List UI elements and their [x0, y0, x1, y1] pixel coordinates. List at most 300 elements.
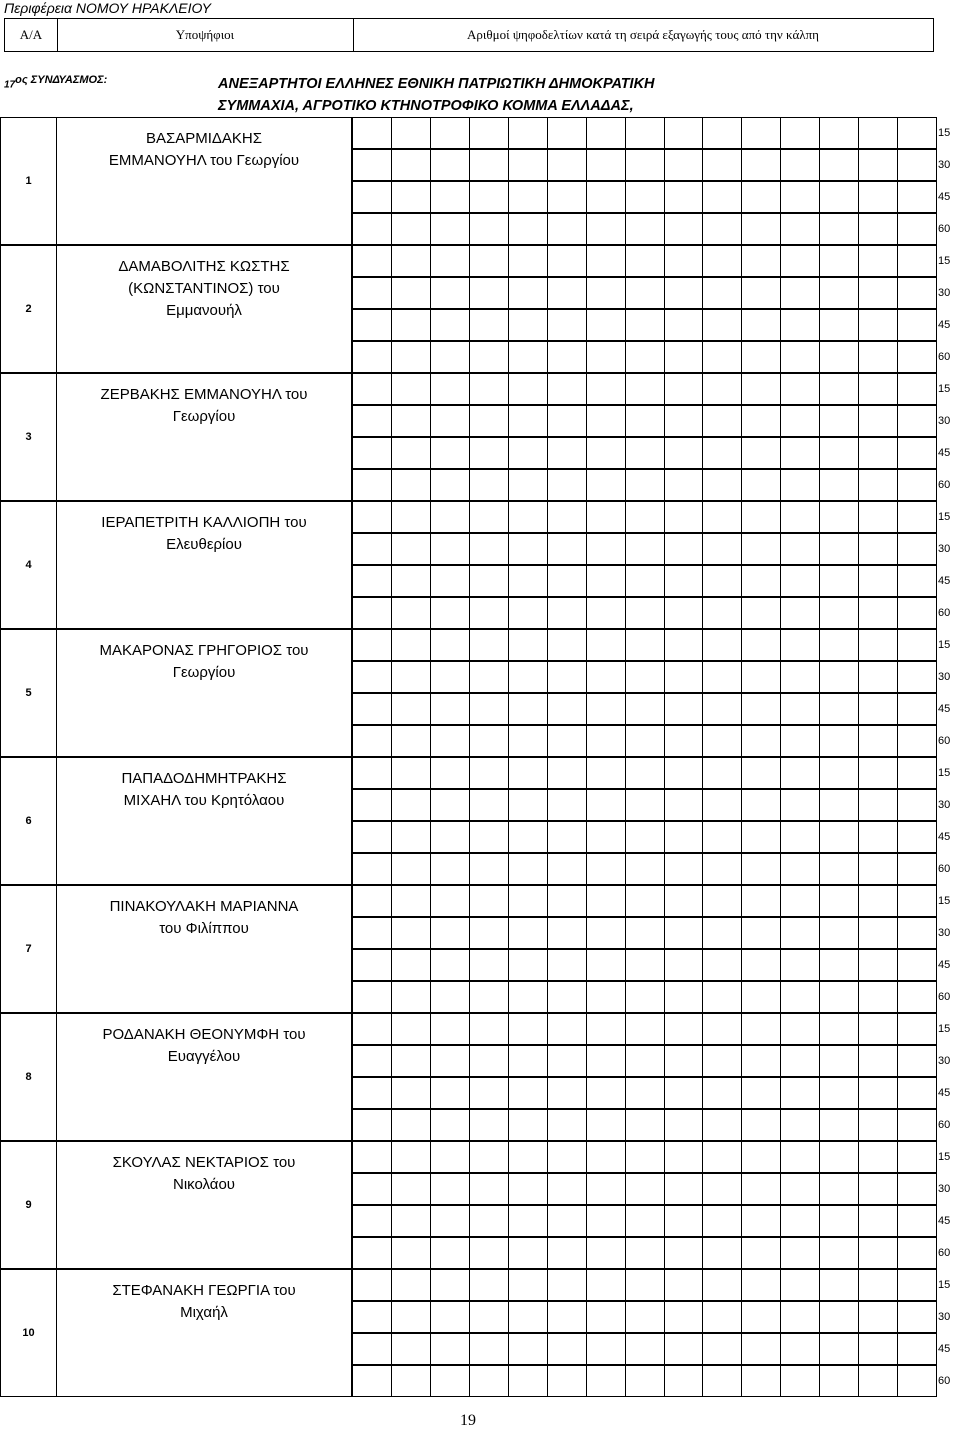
ballot-cell[interactable]: [508, 501, 548, 533]
ballot-cell[interactable]: [469, 533, 509, 565]
ballot-cell[interactable]: [897, 437, 937, 469]
ballot-cell[interactable]: [430, 149, 470, 181]
ballot-cell[interactable]: [741, 1045, 781, 1077]
ballot-cell[interactable]: [352, 213, 392, 245]
ballot-cell[interactable]: [547, 693, 587, 725]
ballot-cell[interactable]: [469, 437, 509, 469]
ballot-cell[interactable]: [352, 373, 392, 405]
ballot-cell[interactable]: [897, 597, 937, 629]
ballot-cell[interactable]: [469, 1109, 509, 1141]
ballot-cell[interactable]: [547, 1077, 587, 1109]
ballot-cell[interactable]: [819, 405, 859, 437]
ballot-cell[interactable]: [664, 1077, 704, 1109]
ballot-cell[interactable]: [352, 1365, 392, 1397]
ballot-cell[interactable]: [858, 341, 898, 373]
ballot-cell[interactable]: [625, 757, 665, 789]
ballot-cell[interactable]: [547, 629, 587, 661]
ballot-cell[interactable]: [819, 213, 859, 245]
ballot-cell[interactable]: [469, 1237, 509, 1269]
ballot-cell[interactable]: [897, 1205, 937, 1237]
ballot-cell[interactable]: [430, 277, 470, 309]
ballot-cell[interactable]: [430, 501, 470, 533]
ballot-cell[interactable]: [897, 469, 937, 501]
ballot-cell[interactable]: [430, 1237, 470, 1269]
ballot-cell[interactable]: [391, 437, 431, 469]
ballot-cell[interactable]: [391, 341, 431, 373]
ballot-cell[interactable]: [702, 1109, 742, 1141]
ballot-cell[interactable]: [819, 1045, 859, 1077]
ballot-cell[interactable]: [586, 1013, 626, 1045]
ballot-cell[interactable]: [586, 1333, 626, 1365]
ballot-cell[interactable]: [897, 213, 937, 245]
ballot-cell[interactable]: [625, 1301, 665, 1333]
ballot-cell[interactable]: [780, 1301, 820, 1333]
ballot-cell[interactable]: [586, 981, 626, 1013]
ballot-cell[interactable]: [430, 661, 470, 693]
ballot-cell[interactable]: [858, 949, 898, 981]
ballot-cell[interactable]: [897, 757, 937, 789]
ballot-cell[interactable]: [508, 693, 548, 725]
ballot-cell[interactable]: [664, 885, 704, 917]
ballot-cell[interactable]: [391, 1013, 431, 1045]
ballot-cell[interactable]: [430, 1333, 470, 1365]
ballot-cell[interactable]: [819, 949, 859, 981]
ballot-cell[interactable]: [586, 661, 626, 693]
ballot-cell[interactable]: [741, 117, 781, 149]
ballot-cell[interactable]: [508, 1365, 548, 1397]
ballot-cell[interactable]: [430, 437, 470, 469]
ballot-cell[interactable]: [352, 309, 392, 341]
ballot-cell[interactable]: [547, 757, 587, 789]
ballot-cell[interactable]: [625, 1237, 665, 1269]
ballot-cell[interactable]: [819, 565, 859, 597]
ballot-cell[interactable]: [625, 725, 665, 757]
ballot-cell[interactable]: [469, 597, 509, 629]
ballot-cell[interactable]: [819, 469, 859, 501]
ballot-cell[interactable]: [702, 277, 742, 309]
ballot-cell[interactable]: [664, 1109, 704, 1141]
ballot-cell[interactable]: [897, 1045, 937, 1077]
ballot-cell[interactable]: [819, 789, 859, 821]
ballot-cell[interactable]: [430, 245, 470, 277]
ballot-cell[interactable]: [586, 1077, 626, 1109]
ballot-cell[interactable]: [780, 1205, 820, 1237]
ballot-cell[interactable]: [664, 117, 704, 149]
ballot-cell[interactable]: [664, 693, 704, 725]
ballot-cell[interactable]: [702, 949, 742, 981]
ballot-cell[interactable]: [741, 565, 781, 597]
ballot-cell[interactable]: [702, 1045, 742, 1077]
ballot-cell[interactable]: [625, 117, 665, 149]
ballot-cell[interactable]: [741, 1109, 781, 1141]
ballot-cell[interactable]: [664, 661, 704, 693]
ballot-cell[interactable]: [547, 853, 587, 885]
ballot-cell[interactable]: [858, 1333, 898, 1365]
ballot-cell[interactable]: [586, 501, 626, 533]
ballot-cell[interactable]: [352, 1205, 392, 1237]
ballot-cell[interactable]: [819, 437, 859, 469]
ballot-cell[interactable]: [469, 725, 509, 757]
ballot-cell[interactable]: [508, 757, 548, 789]
ballot-cell[interactable]: [780, 277, 820, 309]
ballot-cell[interactable]: [391, 245, 431, 277]
ballot-cell[interactable]: [352, 597, 392, 629]
ballot-cell[interactable]: [352, 1301, 392, 1333]
ballot-cell[interactable]: [897, 533, 937, 565]
ballot-cell[interactable]: [625, 789, 665, 821]
ballot-cell[interactable]: [819, 1301, 859, 1333]
ballot-cell[interactable]: [352, 181, 392, 213]
ballot-cell[interactable]: [430, 213, 470, 245]
ballot-cell[interactable]: [664, 917, 704, 949]
ballot-cell[interactable]: [391, 1045, 431, 1077]
ballot-cell[interactable]: [664, 789, 704, 821]
ballot-cell[interactable]: [430, 981, 470, 1013]
ballot-cell[interactable]: [508, 1269, 548, 1301]
ballot-cell[interactable]: [897, 821, 937, 853]
ballot-cell[interactable]: [897, 309, 937, 341]
ballot-cell[interactable]: [352, 661, 392, 693]
ballot-cell[interactable]: [897, 693, 937, 725]
ballot-cell[interactable]: [508, 1013, 548, 1045]
ballot-cell[interactable]: [352, 1237, 392, 1269]
ballot-cell[interactable]: [547, 981, 587, 1013]
ballot-cell[interactable]: [586, 1301, 626, 1333]
ballot-cell[interactable]: [586, 1365, 626, 1397]
ballot-cell[interactable]: [352, 949, 392, 981]
ballot-cell[interactable]: [625, 981, 665, 1013]
ballot-cell[interactable]: [469, 1141, 509, 1173]
ballot-cell[interactable]: [391, 181, 431, 213]
ballot-cell[interactable]: [780, 533, 820, 565]
ballot-cell[interactable]: [430, 1141, 470, 1173]
ballot-cell[interactable]: [819, 629, 859, 661]
ballot-cell[interactable]: [664, 1237, 704, 1269]
ballot-cell[interactable]: [702, 629, 742, 661]
ballot-cell[interactable]: [586, 245, 626, 277]
ballot-cell[interactable]: [858, 757, 898, 789]
ballot-cell[interactable]: [664, 181, 704, 213]
ballot-cell[interactable]: [897, 565, 937, 597]
ballot-cell[interactable]: [547, 373, 587, 405]
ballot-cell[interactable]: [664, 213, 704, 245]
ballot-cell[interactable]: [469, 981, 509, 1013]
ballot-cell[interactable]: [586, 117, 626, 149]
ballot-cell[interactable]: [819, 917, 859, 949]
ballot-cell[interactable]: [508, 149, 548, 181]
ballot-cell[interactable]: [469, 117, 509, 149]
ballot-cell[interactable]: [858, 1013, 898, 1045]
ballot-cell[interactable]: [702, 117, 742, 149]
ballot-cell[interactable]: [858, 373, 898, 405]
ballot-cell[interactable]: [430, 181, 470, 213]
ballot-cell[interactable]: [352, 1109, 392, 1141]
ballot-cell[interactable]: [702, 149, 742, 181]
ballot-cell[interactable]: [897, 1237, 937, 1269]
ballot-cell[interactable]: [702, 1365, 742, 1397]
ballot-cell[interactable]: [469, 469, 509, 501]
ballot-cell[interactable]: [547, 1269, 587, 1301]
ballot-cell[interactable]: [702, 405, 742, 437]
ballot-cell[interactable]: [586, 821, 626, 853]
ballot-cell[interactable]: [702, 1333, 742, 1365]
ballot-cell[interactable]: [897, 1109, 937, 1141]
ballot-cell[interactable]: [352, 245, 392, 277]
ballot-cell[interactable]: [508, 821, 548, 853]
ballot-cell[interactable]: [897, 1269, 937, 1301]
ballot-cell[interactable]: [897, 853, 937, 885]
ballot-cell[interactable]: [352, 437, 392, 469]
ballot-cell[interactable]: [664, 981, 704, 1013]
ballot-cell[interactable]: [586, 949, 626, 981]
ballot-cell[interactable]: [858, 213, 898, 245]
ballot-cell[interactable]: [391, 117, 431, 149]
ballot-cell[interactable]: [702, 821, 742, 853]
ballot-cell[interactable]: [625, 533, 665, 565]
ballot-cell[interactable]: [780, 597, 820, 629]
ballot-cell[interactable]: [430, 341, 470, 373]
ballot-cell[interactable]: [780, 181, 820, 213]
ballot-cell[interactable]: [391, 277, 431, 309]
ballot-cell[interactable]: [741, 341, 781, 373]
ballot-cell[interactable]: [741, 213, 781, 245]
ballot-cell[interactable]: [625, 1205, 665, 1237]
ballot-cell[interactable]: [586, 1173, 626, 1205]
ballot-cell[interactable]: [469, 1269, 509, 1301]
ballot-cell[interactable]: [664, 949, 704, 981]
ballot-cell[interactable]: [430, 117, 470, 149]
ballot-cell[interactable]: [625, 1141, 665, 1173]
ballot-cell[interactable]: [858, 789, 898, 821]
ballot-cell[interactable]: [780, 501, 820, 533]
ballot-cell[interactable]: [858, 437, 898, 469]
ballot-cell[interactable]: [664, 149, 704, 181]
ballot-cell[interactable]: [897, 917, 937, 949]
ballot-cell[interactable]: [352, 917, 392, 949]
ballot-cell[interactable]: [664, 597, 704, 629]
ballot-cell[interactable]: [547, 885, 587, 917]
ballot-cell[interactable]: [430, 821, 470, 853]
ballot-cell[interactable]: [508, 373, 548, 405]
ballot-cell[interactable]: [547, 949, 587, 981]
ballot-cell[interactable]: [858, 629, 898, 661]
ballot-cell[interactable]: [547, 789, 587, 821]
ballot-cell[interactable]: [508, 277, 548, 309]
ballot-cell[interactable]: [780, 789, 820, 821]
ballot-cell[interactable]: [664, 501, 704, 533]
ballot-cell[interactable]: [547, 277, 587, 309]
ballot-cell[interactable]: [897, 405, 937, 437]
ballot-cell[interactable]: [858, 821, 898, 853]
ballot-cell[interactable]: [819, 1237, 859, 1269]
ballot-cell[interactable]: [352, 1045, 392, 1077]
ballot-cell[interactable]: [702, 469, 742, 501]
ballot-cell[interactable]: [430, 533, 470, 565]
ballot-cell[interactable]: [586, 149, 626, 181]
ballot-cell[interactable]: [352, 981, 392, 1013]
ballot-cell[interactable]: [430, 405, 470, 437]
ballot-cell[interactable]: [664, 405, 704, 437]
ballot-cell[interactable]: [625, 1269, 665, 1301]
ballot-cell[interactable]: [625, 821, 665, 853]
ballot-cell[interactable]: [352, 789, 392, 821]
ballot-cell[interactable]: [702, 309, 742, 341]
ballot-cell[interactable]: [391, 917, 431, 949]
ballot-cell[interactable]: [586, 757, 626, 789]
ballot-cell[interactable]: [352, 277, 392, 309]
ballot-cell[interactable]: [780, 565, 820, 597]
ballot-cell[interactable]: [780, 117, 820, 149]
ballot-cell[interactable]: [858, 1205, 898, 1237]
ballot-cell[interactable]: [858, 981, 898, 1013]
ballot-cell[interactable]: [819, 533, 859, 565]
ballot-cell[interactable]: [352, 885, 392, 917]
ballot-cell[interactable]: [352, 821, 392, 853]
ballot-cell[interactable]: [547, 661, 587, 693]
ballot-cell[interactable]: [780, 1045, 820, 1077]
ballot-cell[interactable]: [858, 1045, 898, 1077]
ballot-cell[interactable]: [897, 1141, 937, 1173]
ballot-cell[interactable]: [780, 1269, 820, 1301]
ballot-cell[interactable]: [469, 821, 509, 853]
ballot-cell[interactable]: [625, 1077, 665, 1109]
ballot-cell[interactable]: [547, 533, 587, 565]
ballot-cell[interactable]: [586, 917, 626, 949]
ballot-cell[interactable]: [858, 853, 898, 885]
ballot-cell[interactable]: [352, 341, 392, 373]
ballot-cell[interactable]: [780, 757, 820, 789]
ballot-cell[interactable]: [391, 629, 431, 661]
ballot-cell[interactable]: [819, 1365, 859, 1397]
ballot-cell[interactable]: [819, 181, 859, 213]
ballot-cell[interactable]: [625, 1333, 665, 1365]
ballot-cell[interactable]: [586, 1269, 626, 1301]
ballot-cell[interactable]: [586, 629, 626, 661]
ballot-cell[interactable]: [508, 725, 548, 757]
ballot-cell[interactable]: [586, 341, 626, 373]
ballot-cell[interactable]: [469, 181, 509, 213]
ballot-cell[interactable]: [391, 309, 431, 341]
ballot-cell[interactable]: [664, 469, 704, 501]
ballot-cell[interactable]: [664, 565, 704, 597]
ballot-cell[interactable]: [858, 1269, 898, 1301]
ballot-cell[interactable]: [469, 309, 509, 341]
ballot-cell[interactable]: [430, 789, 470, 821]
ballot-cell[interactable]: [547, 149, 587, 181]
ballot-cell[interactable]: [741, 1077, 781, 1109]
ballot-cell[interactable]: [586, 373, 626, 405]
ballot-cell[interactable]: [508, 469, 548, 501]
ballot-cell[interactable]: [897, 373, 937, 405]
ballot-cell[interactable]: [741, 149, 781, 181]
ballot-cell[interactable]: [897, 117, 937, 149]
ballot-cell[interactable]: [897, 1365, 937, 1397]
ballot-cell[interactable]: [391, 949, 431, 981]
ballot-cell[interactable]: [664, 757, 704, 789]
ballot-cell[interactable]: [858, 277, 898, 309]
ballot-cell[interactable]: [897, 981, 937, 1013]
ballot-cell[interactable]: [702, 757, 742, 789]
ballot-cell[interactable]: [547, 1141, 587, 1173]
ballot-cell[interactable]: [430, 469, 470, 501]
ballot-cell[interactable]: [625, 661, 665, 693]
ballot-cell[interactable]: [819, 1141, 859, 1173]
ballot-cell[interactable]: [858, 565, 898, 597]
ballot-cell[interactable]: [858, 1109, 898, 1141]
ballot-cell[interactable]: [702, 597, 742, 629]
ballot-cell[interactable]: [625, 597, 665, 629]
ballot-cell[interactable]: [819, 1077, 859, 1109]
ballot-cell[interactable]: [780, 309, 820, 341]
ballot-cell[interactable]: [352, 565, 392, 597]
ballot-cell[interactable]: [508, 181, 548, 213]
ballot-cell[interactable]: [391, 693, 431, 725]
ballot-cell[interactable]: [586, 1109, 626, 1141]
ballot-cell[interactable]: [391, 853, 431, 885]
ballot-cell[interactable]: [508, 629, 548, 661]
ballot-cell[interactable]: [664, 533, 704, 565]
ballot-cell[interactable]: [741, 1141, 781, 1173]
ballot-cell[interactable]: [625, 1173, 665, 1205]
ballot-cell[interactable]: [858, 1141, 898, 1173]
ballot-cell[interactable]: [586, 213, 626, 245]
ballot-cell[interactable]: [547, 341, 587, 373]
ballot-cell[interactable]: [469, 693, 509, 725]
ballot-cell[interactable]: [741, 1173, 781, 1205]
ballot-cell[interactable]: [858, 117, 898, 149]
ballot-cell[interactable]: [702, 213, 742, 245]
ballot-cell[interactable]: [586, 1237, 626, 1269]
ballot-cell[interactable]: [741, 853, 781, 885]
ballot-cell[interactable]: [469, 853, 509, 885]
ballot-cell[interactable]: [897, 277, 937, 309]
ballot-cell[interactable]: [702, 1173, 742, 1205]
ballot-cell[interactable]: [469, 1077, 509, 1109]
ballot-cell[interactable]: [664, 853, 704, 885]
ballot-cell[interactable]: [586, 533, 626, 565]
ballot-cell[interactable]: [430, 853, 470, 885]
ballot-cell[interactable]: [819, 149, 859, 181]
ballot-cell[interactable]: [625, 949, 665, 981]
ballot-cell[interactable]: [780, 885, 820, 917]
ballot-cell[interactable]: [625, 693, 665, 725]
ballot-cell[interactable]: [780, 981, 820, 1013]
ballot-cell[interactable]: [819, 1269, 859, 1301]
ballot-cell[interactable]: [469, 1173, 509, 1205]
ballot-cell[interactable]: [625, 245, 665, 277]
ballot-cell[interactable]: [625, 1109, 665, 1141]
ballot-cell[interactable]: [819, 821, 859, 853]
ballot-cell[interactable]: [702, 693, 742, 725]
ballot-cell[interactable]: [352, 1269, 392, 1301]
ballot-cell[interactable]: [897, 1333, 937, 1365]
ballot-cell[interactable]: [897, 1173, 937, 1205]
ballot-cell[interactable]: [430, 917, 470, 949]
ballot-cell[interactable]: [508, 245, 548, 277]
ballot-cell[interactable]: [586, 1045, 626, 1077]
ballot-cell[interactable]: [741, 1205, 781, 1237]
ballot-cell[interactable]: [430, 693, 470, 725]
ballot-cell[interactable]: [547, 1301, 587, 1333]
ballot-cell[interactable]: [858, 1237, 898, 1269]
ballot-cell[interactable]: [858, 1077, 898, 1109]
ballot-cell[interactable]: [819, 309, 859, 341]
ballot-cell[interactable]: [819, 1173, 859, 1205]
ballot-cell[interactable]: [625, 1013, 665, 1045]
ballot-cell[interactable]: [586, 309, 626, 341]
ballot-cell[interactable]: [508, 1109, 548, 1141]
ballot-cell[interactable]: [664, 821, 704, 853]
